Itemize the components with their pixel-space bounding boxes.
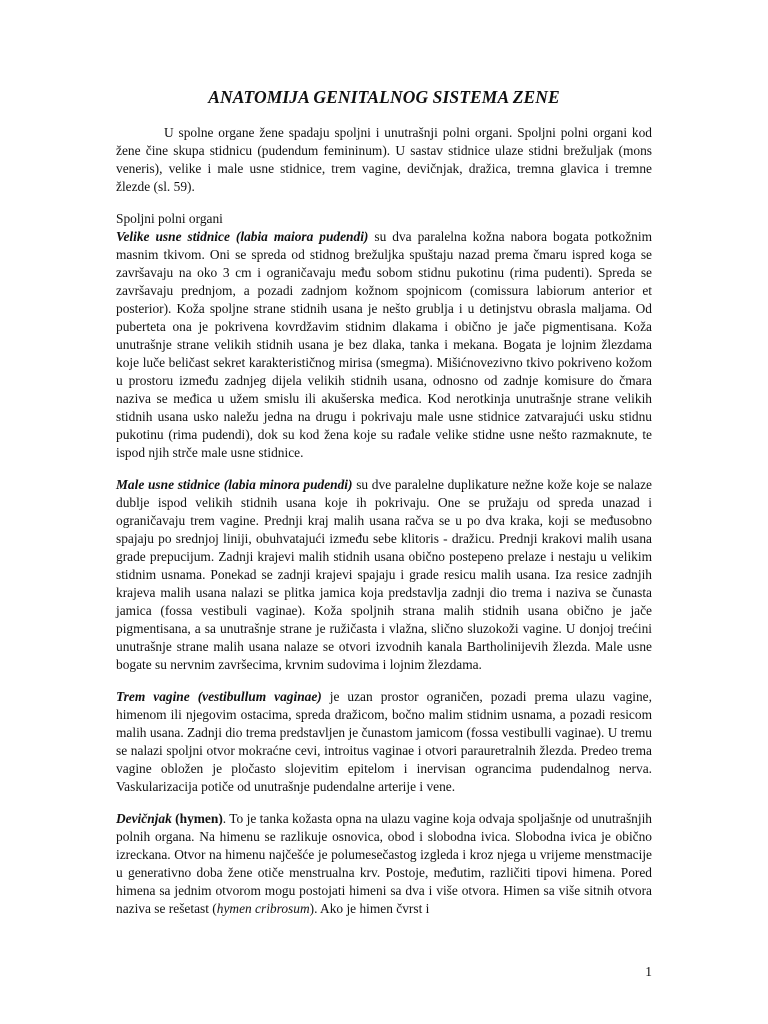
labia-majora-term: Velike usne stidnice (labia maiora pudendi) bbox=[116, 229, 369, 244]
labia-majora-paragraph bbox=[116, 228, 652, 462]
hymen-term-latin: (hymen) bbox=[171, 811, 223, 826]
hymen-text: . To je tanka kožasta opna na ulazu vagine koja odvaja spoljašnje od unutrašnjih polnih organa. Na himenu se razlikuje osnovica, obod i slobodna ivica. Slobodna ivica je obično izreckana. Otvor na himenu najčešće je polumesečastog izgleda i kroz njega u vrijeme menstmacije u generativno doba žene otiče menstrualna krv. Postoje, međutim, različiti tipovi himena. Pored himena sa jednim otvorom mogu postojati himeni sa dva i više otvora. Himen sa više sitnih otvora naziva se rešetast ( bbox=[116, 811, 652, 916]
document-body bbox=[116, 124, 652, 918]
hymen-paragraph bbox=[116, 810, 652, 918]
vestibulum-term: Trem vagine (vestibullum vaginae) bbox=[116, 689, 322, 704]
hymen-text-end: ). Ako je himen čvrst i bbox=[309, 901, 430, 916]
labia-majora-text: su dva paralelna kožna nabora bogata potkožnim masnim tkivom. Oni se spreda od stidnog brežuljka spuštaju nazad prema čmaru ispred koga se završavaju na oko 3 cm i ograničavaju među sobom stidnu pukotinu (rima pudenti). Spreda se završavaju prednjom, a pozadi zadnjom kožnom spojnicom (comissura labiorum anterior et posterior). Koža spoljne strane stidnih usana je nešto grublja i u detinjstvu obrasla maljama. Od puberteta ona je pokrivena kovrdžavim stidnim dlakama i obično je jače pigmentisana. Koža unutrašnje strane velikih stidnih usana je bez dlaka, tanka i mekana. Bogata je lojnim žlezdama koje luče beličast sekret karakterističnog mirisa (smegma). Mišićnovezivno tkivo pokriveno kožom u prostoru između zadnjeg dijela velikih stidnih usana, odnosno od zadnje komisure do čmara naziva se međica u užem smislu ili akušerska međica. Kod nerotkinja unutrašnje strane velikih stidnih usana usko naležu jedna na drugu i pokrivaju male usne stidnice zatvarajući usku stidnu pukotinu (rima pudendi), dok su kod žena koje su rađale velike stidne usne nešto razmaknute, te ispod njih strče male usne stidnice. bbox=[116, 229, 652, 460]
document-title: ANATOMIJA GENITALNOG SISTEMA ZENE bbox=[208, 87, 560, 107]
labia-minora-text: su dve paralelne duplikature nežne kože koje se nalaze dublje ispod velikih stidnih usana koje ih pokrivaju. One se pružaju od spreda unazad i ograničavaju trem vagine. Prednji kraj malih usana račva se u po dva kraka, koji se međusobno spajaju po srednjoj liniji, obuhvatajući između sebe klitoris - dražicu. Prednji krakovi malih usana grade prepucijum. Zadnji krajevi malih stidnih usana obično postepeno prelaze i nestaju u velikim stidnim usnama. Ponekad se zadnji krajevi spajaju i grade resicu malih usana. Iza resice zadnjih krajeva malih usana nalazi se plitka jamica koja predstavlja zadnji dio trema i naziva se čunasta jamica (fossa vestibuli vaginae). Koža spoljnih strana malih stidnih usana obično je jače pigmentisana, a sa unutrašnje strane je ružičasta i vlažna, slično sluzokoži vagine. U donjoj trećini unutrašnje strane malih usana nalaze se otvori izvodnih kanala Bartholinijevih žlezda. Male usne bogate su nervnim završecima, krvnim sudovima i lojnim žlezdama. bbox=[116, 477, 652, 672]
vestibulum-paragraph bbox=[116, 688, 652, 796]
section-heading: Spoljni polni organi bbox=[116, 211, 223, 226]
hymen-cribrosum-term: hymen cribrosum bbox=[216, 901, 310, 916]
hymen-term: Devičnjak bbox=[116, 811, 172, 826]
vestibulum-text: je uzan prostor ograničen, pozadi prema ulazu vagine, himenom ili njegovim ostacima, spreda dražicom, bočno malim stidnim usnama, a pozadi resicom malih usana. Zadnji dio trema predstavljen je čunastom jamicom (fossa vestibulli vaginae). U tremu se nalazi spoljni otvor mokraćne cevi, introitus vaginae i otvori parauretralnih žlezda. Predeo trema vagine obložen je pločasto slojevitim epitelom i inervisan ograncima pudendalnog nerva. Vaskularizacija potiče od unutrašnje pudendalne arterije i vene. bbox=[116, 689, 652, 794]
labia-minora-paragraph bbox=[116, 476, 652, 674]
labia-minora-term: Male usne stidnice (labia minora pudendi) bbox=[116, 477, 353, 492]
page-number: 1 bbox=[645, 964, 652, 979]
intro-paragraph: U spolne organe žene spadaju spoljni i unutrašnji polni organi. Spoljni polni organi kod žene čine skupa stidnicu (pudendum femininum). U sastav stidnice ulaze stidni brežuljak (mons veneris), velike i male usne stidnice, trem vagine, devičnjak, dražica, tremna glavica i tremne žlezde (sl. 59). bbox=[116, 125, 652, 194]
